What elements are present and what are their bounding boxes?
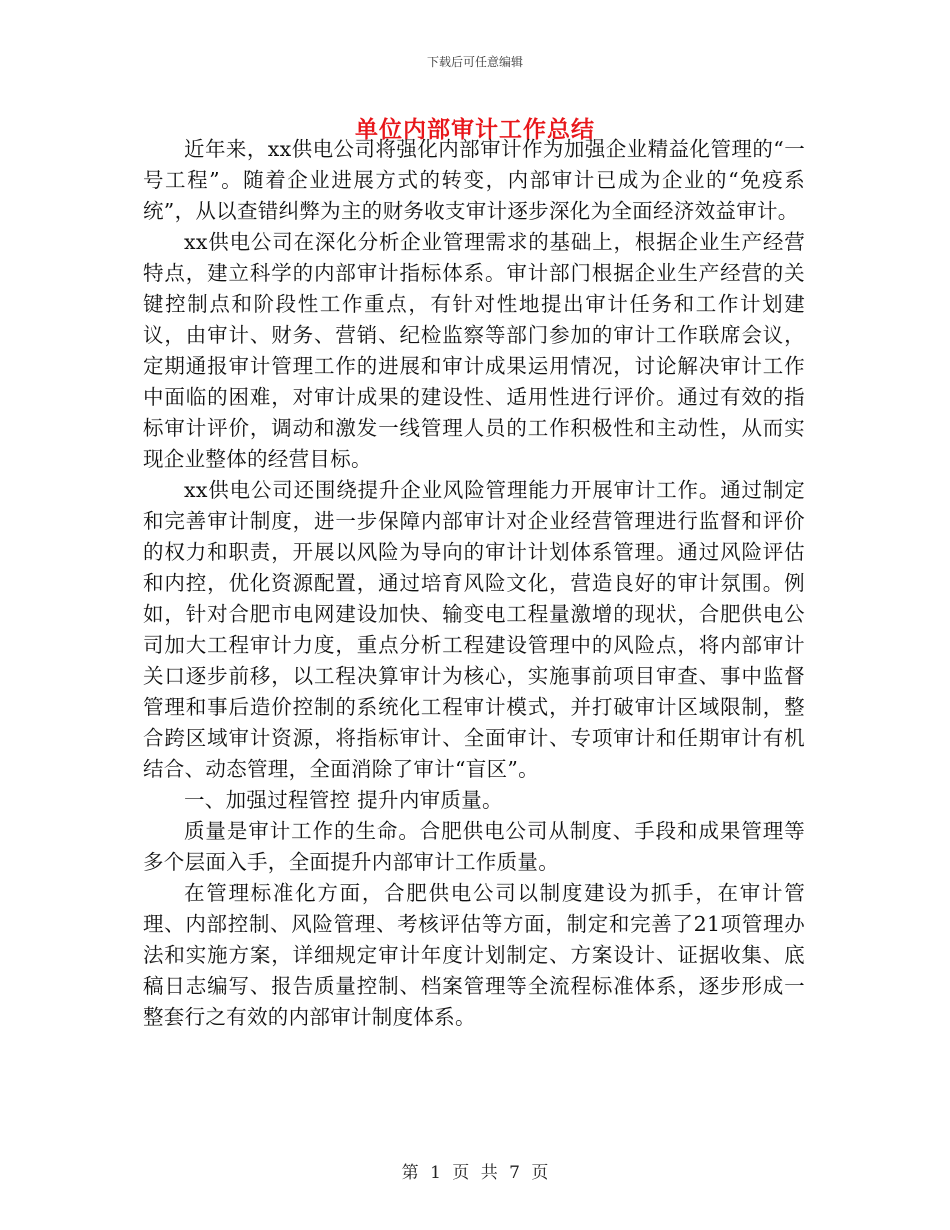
page-footer: 第 1 页 共 7 页 <box>401 1163 549 1183</box>
paragraph-5: 在管理标准化方面，合肥供电公司以制度建设为抓手，在审计管理、内部控制、风险管理、考核评估等方面，制定和完善了21项管理办法和实施方案，详细规定审计年度计划制定、方案设计、证据收集、底稿日志编写、报告质量控制、档案管理等全流程标准体系，逐步形成一整套行之有效的内部审计制度体系。 <box>143 881 805 1029</box>
document-body <box>143 134 805 1033</box>
paragraph-2: xx供电公司在深化分析企业管理需求的基础上，根据企业生产经营特点，建立科学的内部审计指标体系。审计部门根据企业生产经营的关键控制点和阶段性工作重点，有针对性地提出审计任务和工作计划建议，由审计、财务、营销、纪检监察等部门参加的审计工作联席会议，定期通报审计管理工作的进展和审计成果运用情况，讨论解决审计工作中面临的困难，对审计成果的建设性、适用性进行评价。通过有效的指标审计评价，调动和激发一线管理人员的工作积极性和主动性，从而实现企业整体的经营目标。 <box>143 230 805 471</box>
paragraph-4: 质量是审计工作的生命。合肥供电公司从制度、手段和成果管理等多个层面入手，全面提升内部审计工作质量。 <box>143 819 805 874</box>
document-title: 单位内部审计工作总结 <box>355 117 595 143</box>
paragraph-1: 近年来，xx供电公司将强化内部审计作为加强企业精益化管理的“一号工程”。随着企业进展方式的转变，内部审计已成为企业的“免疫系统”，从以查错纠弊为主的财务收支审计逐步深化为全面经济效益审计。 <box>143 137 805 223</box>
header-note: 下载后可任意编辑 <box>426 55 523 69</box>
paragraph-3: xx供电公司还围绕提升企业风险管理能力开展审计工作。通过制定和完善审计制度，进一步保障内部审计对企业经营管理进行监督和评价的权力和职责，开展以风险为导向的审计计划体系管理。通过风险评估和内控，优化资源配置，通过培育风险文化，营造良好的审计氛围。例如，针对合肥市电网建设加快、输变电工程量激增的现状，合肥供电公司加大工程审计力度，重点分析工程建设管理中的风险点，将内部审计关口逐步前移，以工程决算审计为核心，实施事前项目审查、事中监督管理和事后造价控制的系统化工程审计模式，并打破审计区域限制，整合跨区域审计资源，将指标审计、全面审计、专项审计和任期审计有机结合、动态管理，全面消除了审计“盲区”。 <box>143 478 805 781</box>
section-heading-1: 一、加强过程管控 提升内审质量。 <box>184 788 503 812</box>
